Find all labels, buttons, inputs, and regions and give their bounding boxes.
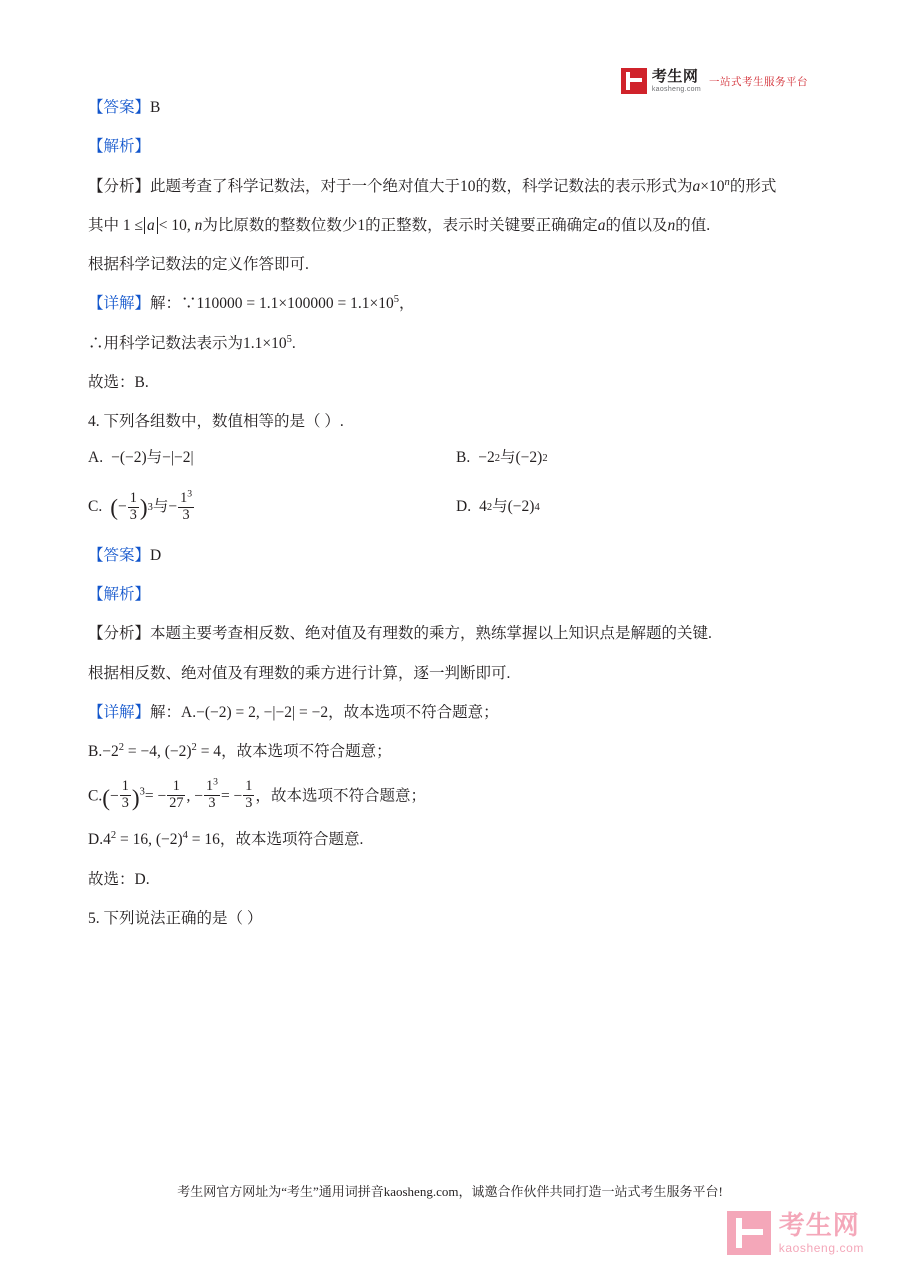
- q4-option-d-mid: 与: [492, 498, 508, 516]
- q4-option-b-letter: B.: [456, 449, 471, 467]
- q3-analysis-line2: [88, 214, 818, 237]
- q4-analysis-line2: 根据相反数、绝对值及有理数的乘方进行计算，逐一判断即可.: [88, 664, 511, 682]
- q4-option-c-frac2-num-base: 1: [180, 490, 188, 507]
- q4-option-c-frac-num: 1: [129, 490, 137, 507]
- q3-analysis-text-1: 此题考查了科学记数法，对于一个绝对值大于: [150, 177, 461, 195]
- q3-xiangjie-label: 【详解】: [88, 295, 151, 313]
- q4-detail-c-res2-frac: [243, 779, 254, 812]
- q4-answer-value: D: [150, 546, 162, 564]
- q3-detail-prefix: 解：: [150, 295, 182, 313]
- logo-title: 考生网: [651, 68, 699, 85]
- q4-detail-c-res-frac: [167, 779, 185, 812]
- q4-option-c-minus: −: [117, 498, 127, 516]
- q4-detail-c-frac2-num: [204, 776, 220, 795]
- logo-slogan: 一站式考生服务平台: [709, 75, 808, 88]
- q3-line2-text-2: 的正整数，表示时关键要正确确定: [365, 216, 598, 234]
- q3-line2-one: 1: [357, 216, 366, 234]
- q4-detail-c-frac-den: 3: [121, 795, 129, 812]
- q4-detail-c-frac2-num-exp: 3: [213, 776, 218, 788]
- q5-stem-line: [88, 907, 818, 930]
- q3-detail-exp: 5: [393, 294, 399, 306]
- q3-detail-line: [88, 292, 818, 315]
- q4-detail-b-exp2: 2: [191, 742, 197, 754]
- q4-detail-b-expr2: = −4, (−2): [123, 743, 192, 761]
- q4-detail-c-frac2-num-base: 1: [205, 778, 214, 795]
- q3-line2-n2: n: [667, 216, 676, 234]
- q4-detail-d-expr2: = 16, (−2): [116, 831, 183, 849]
- q4-detail-b-expr1: −2: [102, 743, 119, 761]
- site-logo: [621, 68, 808, 94]
- watermark-text: [779, 1212, 864, 1254]
- footer-watermark: [727, 1211, 864, 1255]
- q4-detail-c-eq2: = −: [220, 788, 243, 806]
- q3-answer-value: B: [150, 99, 161, 116]
- q4-option-c-fraction2: [178, 488, 194, 524]
- footer-note: 考生网官方网址为“考生”通用词拼音kaosheng.com，诚邀合作伙伴共同打造一站式考生服务平台!: [177, 1184, 723, 1199]
- q4-detail-prefix: 解：: [150, 703, 182, 721]
- q3-fenxi-label: 【分析】: [88, 177, 151, 195]
- watermark-title: 考生网: [778, 1210, 860, 1240]
- q4-detail-b-exp1: 2: [118, 742, 124, 754]
- q3-line5-text: 用科学记数法表示为: [103, 334, 244, 352]
- q3-line2-comma: ,: [186, 216, 191, 234]
- q3-analysis-text-3: 的形式: [729, 177, 777, 195]
- q4-option-a-expr-right: −|−2|: [162, 449, 194, 467]
- q4-option-c-letter: C.: [88, 498, 103, 516]
- q4-option-a-letter: A.: [88, 449, 104, 467]
- q4-answer-line: [88, 544, 818, 567]
- q4-detail-c-paren-close: ): [131, 786, 140, 813]
- q4-option-b-right: (−2): [515, 449, 543, 467]
- document-content: [88, 96, 818, 946]
- q3-line2-text-3: 的值以及: [605, 216, 668, 234]
- q4-detail-c-paren-open: (: [102, 786, 110, 813]
- q4-detail-c-line: [88, 776, 818, 813]
- q4-option-d-left: 4: [479, 498, 487, 516]
- q4-option-b-mid: 与: [499, 449, 516, 467]
- q3-ten: 10: [460, 177, 476, 195]
- q3-conclusion-line: [88, 332, 818, 355]
- q4-analysis-line1: [88, 622, 818, 645]
- q4-option-c-fraction: [128, 491, 139, 524]
- q3-therefore: ∴: [88, 334, 104, 352]
- logo-mark-icon: [621, 68, 647, 94]
- q4-detail-c-comma1: , −: [186, 788, 203, 806]
- watermark-domain: kaosheng.com: [778, 1241, 864, 1255]
- q4-detail-b-concl: 故本选项不符合题意；: [236, 743, 392, 761]
- q4-detail-c-frac2: [204, 776, 220, 812]
- q4-option-c-frac-den: 3: [129, 507, 137, 524]
- q4-detail-d-expr3: = 16: [187, 831, 220, 849]
- watermark-mark-icon: [727, 1211, 771, 1255]
- q4-detail-d-expr1: 4: [103, 831, 111, 849]
- q4-detail-c-res2-den: 3: [245, 795, 253, 812]
- q4-detail-c-concl: 故本选项不符合题意；: [270, 788, 426, 806]
- q3-analysis-line1: [88, 175, 818, 198]
- q4-option-a-mid: 与: [146, 449, 163, 467]
- q4-option-d-right: (−2): [507, 498, 535, 516]
- q4-detail-b-line: [88, 740, 818, 763]
- q4-analysis-header: [88, 583, 818, 606]
- q4-detail-c-frac: [120, 779, 131, 812]
- q4-option-c-mid: 与: [152, 498, 169, 516]
- q3-sci-a: a: [692, 177, 701, 195]
- q4-detail-d-concl: 故本选项符合题意.: [235, 831, 364, 849]
- q4-detail-b-comma: ，: [221, 743, 237, 761]
- q4-option-d[interactable]: D. 4 2 与 (−2) 4: [456, 491, 540, 524]
- q4-option-c-frac2-num: [178, 488, 194, 507]
- q3-line5-period: .: [291, 334, 296, 352]
- q4-stem: 下列各组数中，数值相等的是（ ）.: [103, 413, 344, 430]
- q4-option-c-frac2-num-exp: 3: [187, 488, 193, 500]
- q4-detail-c-comma2: ，: [255, 788, 271, 806]
- q4-detail-d-letter: D.: [88, 831, 104, 849]
- q3-line5-exp: 5: [286, 333, 292, 345]
- q3-detail-eq: 110000 = 1.1×100000 = 1.1×10: [196, 295, 394, 313]
- q4-analysis-text: 本题主要考查相反数、绝对值及有理数的乘方，熟练掌握以上知识点是解题的关键.: [150, 625, 712, 643]
- q3-ineq-left: 1 ≤: [122, 216, 144, 234]
- q4-detail-a-letter: A.: [181, 703, 197, 721]
- q3-ineq-right: < 10: [158, 216, 187, 234]
- q4-detail-a-concl: 故本选项不符合题意；: [343, 703, 499, 721]
- q4-option-c-frac2-den: 3: [178, 507, 194, 524]
- q4-option-a[interactable]: [88, 446, 456, 471]
- q4-detail-d-exp2: 4: [182, 830, 188, 842]
- q4-stem-line: [88, 410, 818, 433]
- q5-stem: 下列说法正确的是（ ）: [103, 909, 263, 927]
- q4-detail-c-frac2-den: 3: [204, 795, 220, 812]
- q4-detail-c-minus: −: [109, 788, 119, 806]
- q4-detail-d-exp1: 2: [110, 830, 117, 842]
- logo-text: [652, 69, 701, 93]
- q3-line2-a: a: [597, 216, 606, 234]
- q3-detail-therefore: ∵: [181, 295, 197, 313]
- q4-detail-c-exp: 3: [139, 786, 145, 798]
- q4-xiangjie-label: 【详解】: [88, 703, 151, 721]
- q4-choose-line: 故选：D.: [88, 870, 150, 888]
- q4-detail-c-eq1: = −: [144, 788, 167, 806]
- q4-answer-label: 【答案】: [88, 546, 151, 564]
- q4-detail-c-frac-num: 1: [121, 778, 129, 795]
- q3-answer-label: 【答案】: [88, 99, 151, 116]
- q4-option-c-minus2: −: [168, 498, 178, 516]
- q4-option-d-letter: D.: [456, 498, 472, 516]
- q4-detail-b-expr3: = 4: [196, 743, 222, 761]
- q4-option-row-ab: [88, 446, 818, 471]
- q4-detail-a-line: [88, 701, 818, 724]
- q3-line2-text-1: 为比原数的整数位数少: [202, 216, 358, 234]
- q4-option-b-left: −2: [478, 449, 495, 467]
- q3-sci-mult: ×10: [700, 177, 725, 195]
- q3-detail-comma: ，: [398, 295, 415, 313]
- q3-abs-a: a: [144, 217, 158, 234]
- q4-detail-a-comma: ，: [328, 703, 344, 721]
- q4-detail-d-line: [88, 828, 818, 851]
- q4-option-b[interactable]: B. −2 2 与 (−2) 2: [456, 446, 548, 471]
- q4-option-c[interactable]: C. ( − $\frac{1}{3}$ ) 3 与 − $\frac{1^3}{3}$: [88, 488, 193, 524]
- q3-sci-n: n: [724, 176, 730, 188]
- q3-jiexi-label: 【解析】: [88, 138, 151, 156]
- q4-fenxi-label: 【分析】: [88, 625, 151, 643]
- q4-number: 4.: [88, 413, 100, 430]
- q3-line2-text-4: 的值.: [675, 216, 711, 234]
- q3-line2-n: n: [194, 216, 203, 234]
- q5-number: 5.: [88, 909, 100, 927]
- q4-detail-c-res2-num: 1: [245, 778, 253, 795]
- q4-option-a-expr-left: −(−2): [111, 449, 147, 467]
- q3-analysis-header: [88, 135, 818, 158]
- q3-analysis-line3: 根据科学记数法的定义作答即可.: [88, 256, 309, 273]
- q4-detail-c-letter: C.: [88, 788, 103, 806]
- q3-analysis-text-2: 的数，科学记数法的表示形式为: [475, 177, 693, 195]
- q3-line5-value: 1.1×10: [243, 334, 287, 352]
- q4-option-row-cd: [88, 488, 818, 524]
- q3-choose-line: 故选：B.: [88, 373, 149, 391]
- q3-answer-line: [88, 96, 818, 119]
- q4-detail-d-comma: ，: [219, 831, 236, 849]
- q4-jiexi-label: 【解析】: [88, 586, 151, 604]
- q4-detail-b-letter: B.: [88, 743, 103, 761]
- q4-detail-a-expr: −(−2) = 2, −|−2| = −2: [196, 703, 329, 721]
- logo-domain: kaosheng.com: [651, 86, 701, 93]
- q4-detail-c-res-den: 27: [169, 795, 184, 812]
- q3-line2-prefix: 其中: [88, 216, 120, 234]
- q4-detail-c-res-num: 1: [172, 778, 180, 795]
